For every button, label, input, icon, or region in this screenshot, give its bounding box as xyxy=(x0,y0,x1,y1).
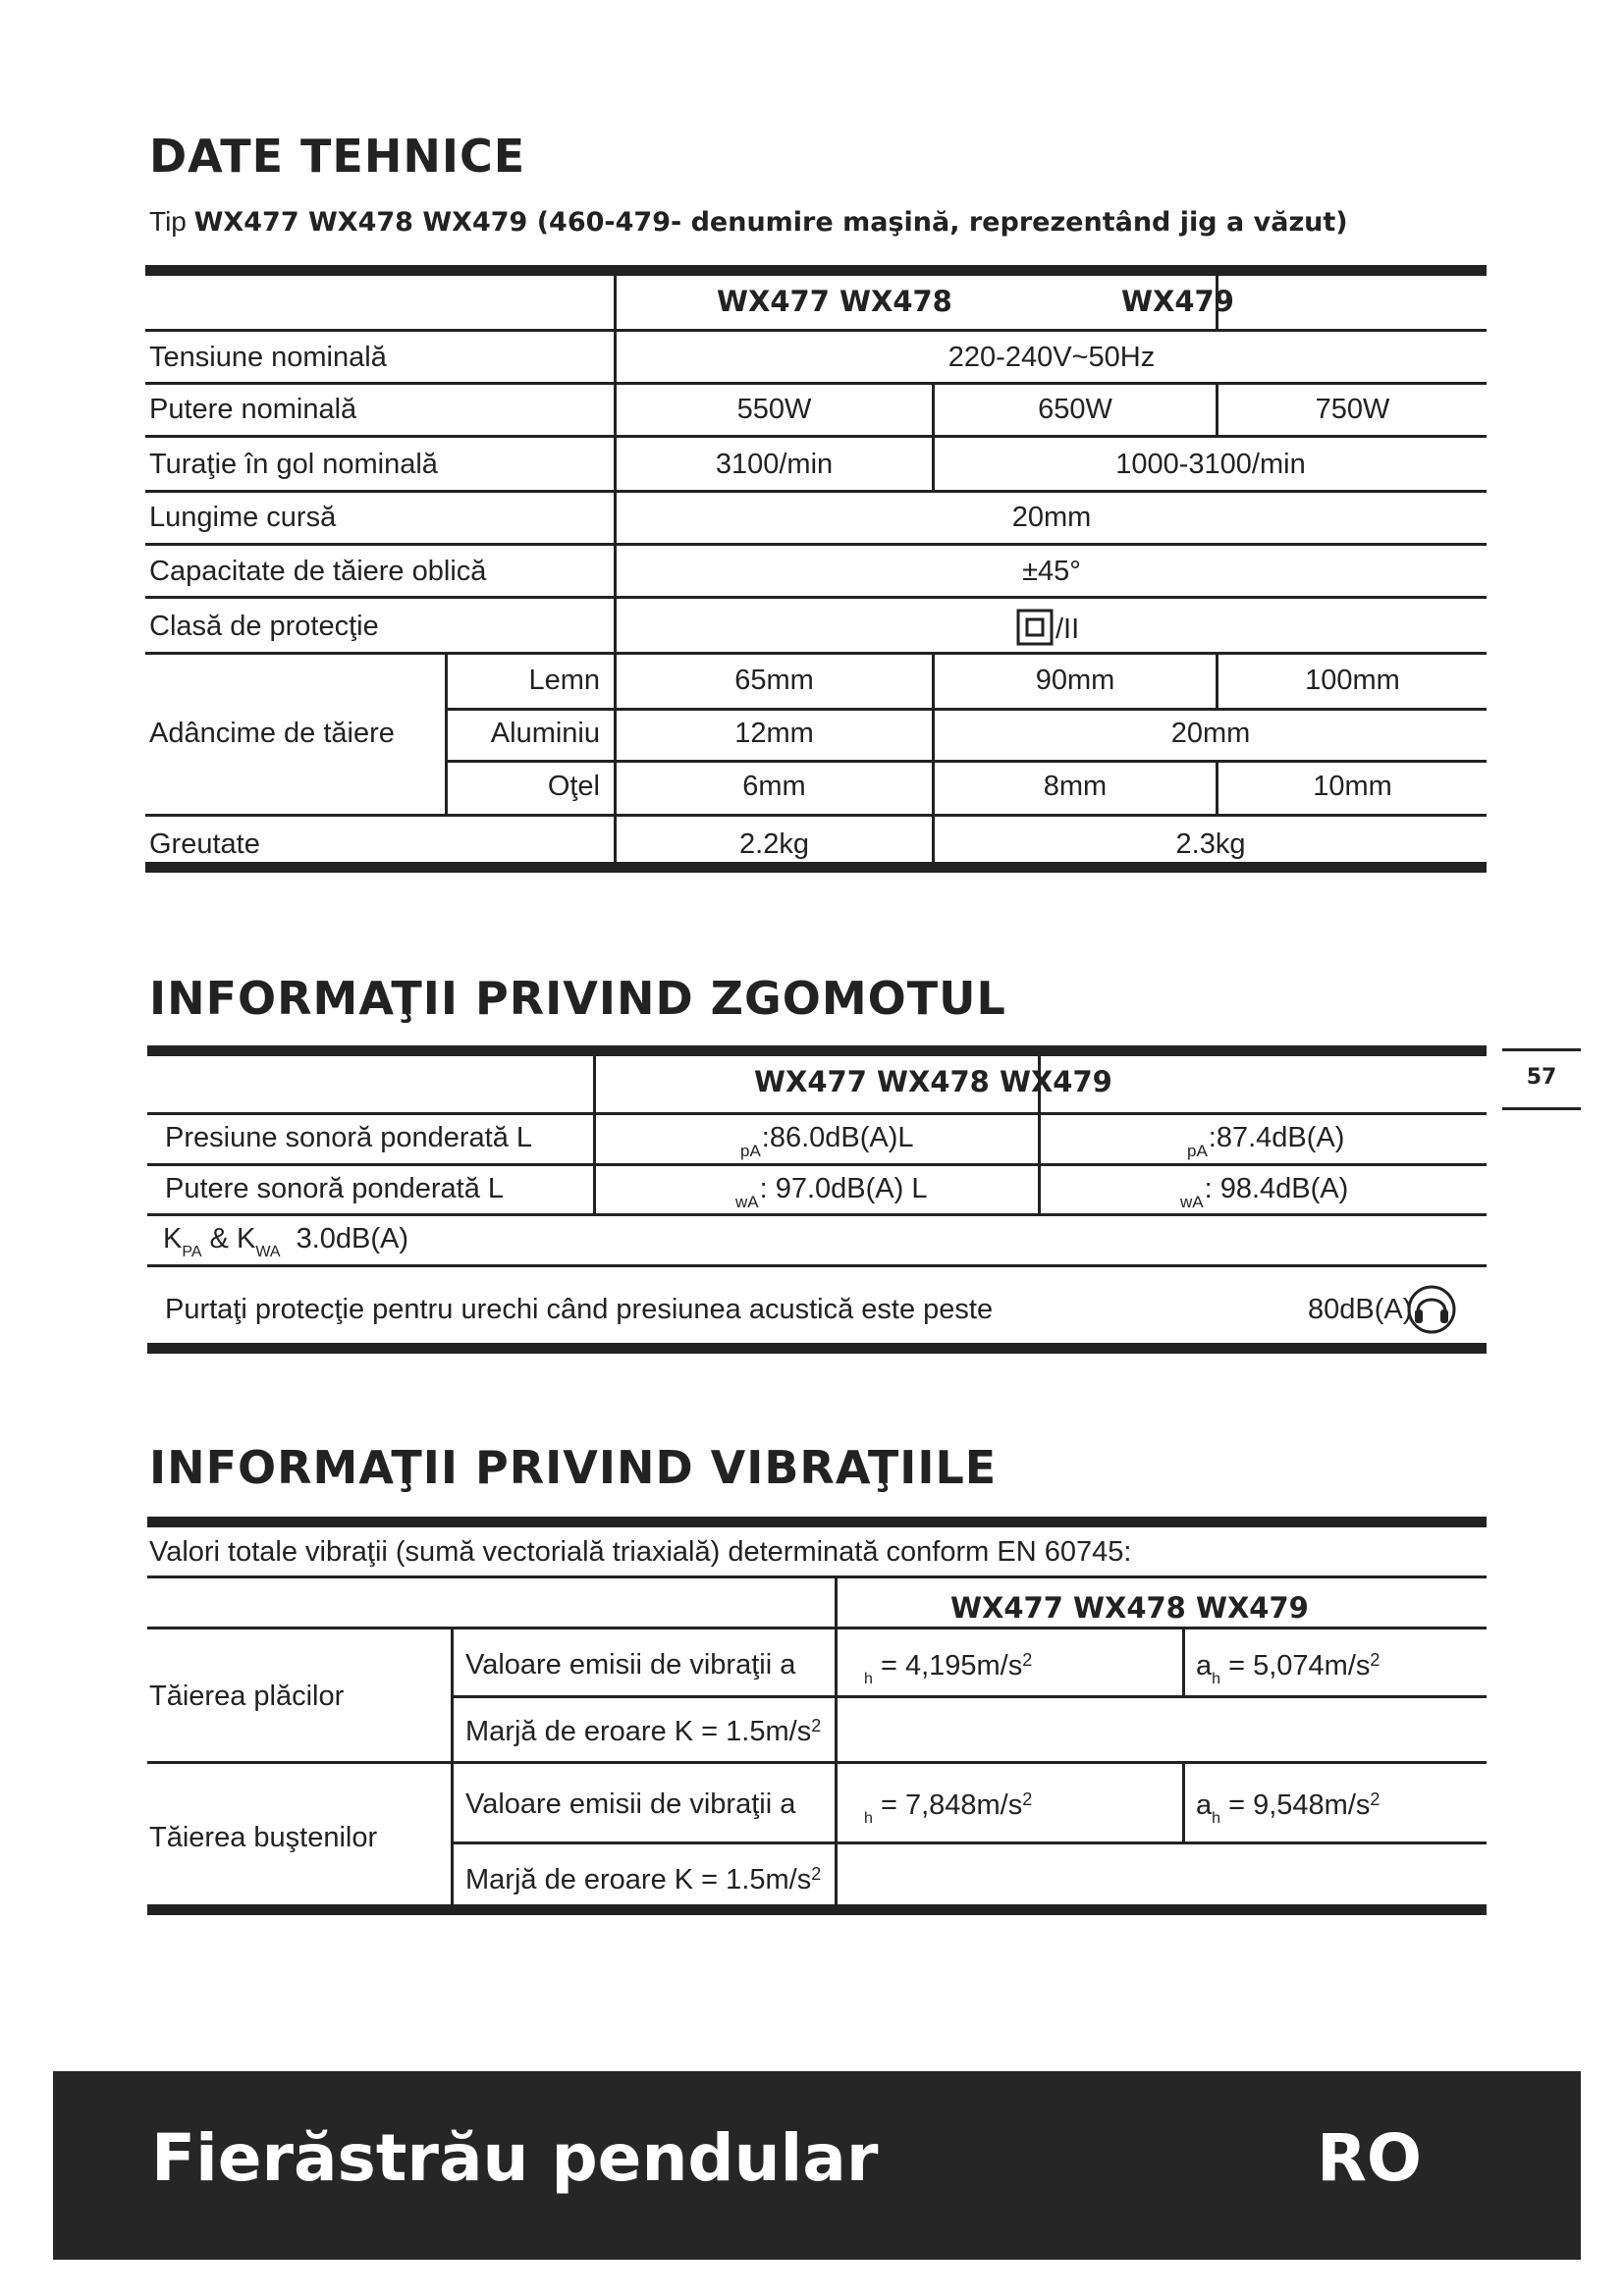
logs-emission-label: Valoare emisii de vibraţii a xyxy=(465,1789,796,1820)
wood-value: 90mm xyxy=(1035,665,1115,696)
bevel-label: Capacitate de tăiere oblică xyxy=(149,556,487,587)
power-label: Putere nominală xyxy=(149,394,357,425)
aluminium-value: 12mm xyxy=(734,718,814,749)
logs-value-2-text: = 9,548m/s xyxy=(1220,1789,1371,1821)
uncertainty-row xyxy=(163,1225,408,1260)
sup-2: 2 xyxy=(1370,1789,1380,1809)
sub-h: h xyxy=(864,1671,873,1687)
sound-pressure-text: :87.4dB(A) xyxy=(1208,1122,1345,1153)
wood-value: 65mm xyxy=(734,665,814,696)
cut-depth-label: Adâncime de tăiere xyxy=(149,718,395,749)
k-pa: K xyxy=(163,1223,183,1255)
steel-value: 10mm xyxy=(1313,771,1392,802)
sound-power-text: : 98.4dB(A) xyxy=(1204,1173,1349,1204)
tech-subtitle-prefix: Tip xyxy=(149,206,194,237)
sup-2: 2 xyxy=(1370,1650,1380,1670)
logs-label: Tăierea buştenilor xyxy=(149,1822,378,1853)
logs-value-2 xyxy=(1196,1790,1380,1827)
sub-h: h xyxy=(1212,1810,1221,1827)
sound-power-value-1 xyxy=(735,1175,928,1210)
boards-error xyxy=(465,1717,821,1746)
k-amp: & K xyxy=(201,1223,256,1255)
boards-error-text: Marjă de eroare K = 1.5m/s xyxy=(465,1716,812,1747)
weight-label: Greutate xyxy=(149,828,260,860)
sound-power-sub: wA xyxy=(1180,1193,1204,1211)
vibration-col-header: WX477 WX478 WX479 xyxy=(950,1591,1309,1625)
stroke-value: 20mm xyxy=(1011,502,1092,533)
power-value: 750W xyxy=(1315,394,1390,425)
speed-label: Turaţie în gol nominală xyxy=(149,449,438,480)
sound-pressure-value-1 xyxy=(740,1124,914,1159)
weight-value: 2.2kg xyxy=(739,828,809,860)
voltage-value: 220-240V~50Hz xyxy=(947,342,1156,373)
stroke-label: Lungime cursă xyxy=(149,502,337,533)
boards-value-2 xyxy=(1196,1651,1380,1687)
footer-title: Fierăstrău pendular xyxy=(151,2120,879,2196)
noise-col-header: WX477 WX478 WX479 xyxy=(754,1065,1112,1098)
speed-value: 1000-3100/min xyxy=(1115,449,1306,480)
boards-value-1 xyxy=(864,1651,1032,1687)
sound-pressure-text: :86.0dB(A)L xyxy=(761,1122,914,1153)
sound-pressure-sub: pA xyxy=(1187,1142,1208,1160)
tech-col-header-2: WX479 xyxy=(1121,285,1234,318)
sub-h: h xyxy=(1212,1671,1221,1687)
boards-value-1-text: = 4,195m/s xyxy=(872,1650,1023,1682)
logs-error-text: Marjă de eroare K = 1.5m/s xyxy=(465,1864,812,1896)
sound-power-value-2 xyxy=(1180,1175,1348,1210)
sound-pressure-label: Presiune sonoră ponderată L xyxy=(165,1122,533,1153)
k-wa-sub: WA xyxy=(255,1244,281,1260)
a-symbol: a xyxy=(1196,1789,1213,1821)
wood-label: Lemn xyxy=(528,665,600,696)
a-symbol: a xyxy=(1196,1650,1213,1682)
sup-2: 2 xyxy=(811,1716,822,1735)
aluminium-value: 20mm xyxy=(1170,718,1251,749)
tech-heading: DATE TEHNICE xyxy=(149,130,526,183)
footer-language: RO xyxy=(1317,2120,1422,2196)
footer-bar xyxy=(53,2071,1581,2260)
ear-protection-value: 80dB(A) xyxy=(1308,1294,1413,1325)
weight-value: 2.3kg xyxy=(1175,828,1246,860)
uncertainty-value: 3.0dB(A) xyxy=(296,1223,409,1255)
boards-label: Tăierea plăcilor xyxy=(149,1681,345,1712)
page-number: 57 xyxy=(1526,1065,1557,1090)
noise-heading: INFORMAŢII PRIVIND ZGOMOTUL xyxy=(149,972,1006,1025)
steel-value: 8mm xyxy=(1043,771,1108,802)
power-value: 650W xyxy=(1038,394,1112,425)
speed-value: 3100/min xyxy=(715,449,834,480)
bevel-value: ±45° xyxy=(1022,556,1081,587)
logs-value-1 xyxy=(864,1790,1032,1827)
steel-value: 6mm xyxy=(742,771,806,802)
boards-emission-label: Valoare emisii de vibraţii a xyxy=(465,1649,796,1681)
tech-subtitle xyxy=(149,206,1348,238)
sup-2: 2 xyxy=(811,1864,822,1884)
aluminium-label: Aluminiu xyxy=(490,718,600,749)
sound-pressure-value-2 xyxy=(1187,1124,1344,1159)
boards-value-2-text: = 5,074m/s xyxy=(1220,1650,1371,1682)
sound-power-sub: wA xyxy=(735,1193,759,1211)
sub-h: h xyxy=(864,1810,873,1827)
logs-value-1-text: = 7,848m/s xyxy=(872,1789,1023,1821)
power-value: 550W xyxy=(736,394,812,425)
sound-power-label: Putere sonoră ponderată L xyxy=(165,1173,505,1204)
voltage-label: Tensiune nominală xyxy=(149,342,387,373)
tech-col-header-1: WX477 WX478 xyxy=(717,285,952,318)
logs-error xyxy=(465,1865,821,1895)
k-pa-sub: PA xyxy=(182,1244,202,1260)
ear-protection-icon xyxy=(1406,1284,1457,1335)
protection-label: Clasă de protecţie xyxy=(149,611,379,642)
wood-value: 100mm xyxy=(1305,665,1400,696)
sound-power-text: : 97.0dB(A) L xyxy=(759,1173,928,1204)
protection-class-text: /II xyxy=(1056,614,1080,645)
vibration-heading: INFORMAŢII PRIVIND VIBRAŢIILE xyxy=(149,1441,998,1494)
sup-2: 2 xyxy=(1022,1789,1033,1809)
protection-value xyxy=(1016,609,1079,646)
double-insulation-icon xyxy=(1016,609,1056,646)
vibration-intro: Valori totale vibraţii (sumă vectorială triaxială) determinată conform EN 60745: xyxy=(149,1536,1132,1568)
sound-pressure-sub: pA xyxy=(740,1142,761,1160)
ear-protection-text: Purtaţi protecţie pentru urechi când presiunea acustică este peste xyxy=(165,1294,994,1325)
sup-2: 2 xyxy=(1022,1650,1033,1670)
tech-subtitle-models: WX477 WX478 WX479 (460-479- denumire maşină, reprezentând jig a văzut) xyxy=(193,207,1348,238)
steel-label: Oţel xyxy=(547,771,600,802)
